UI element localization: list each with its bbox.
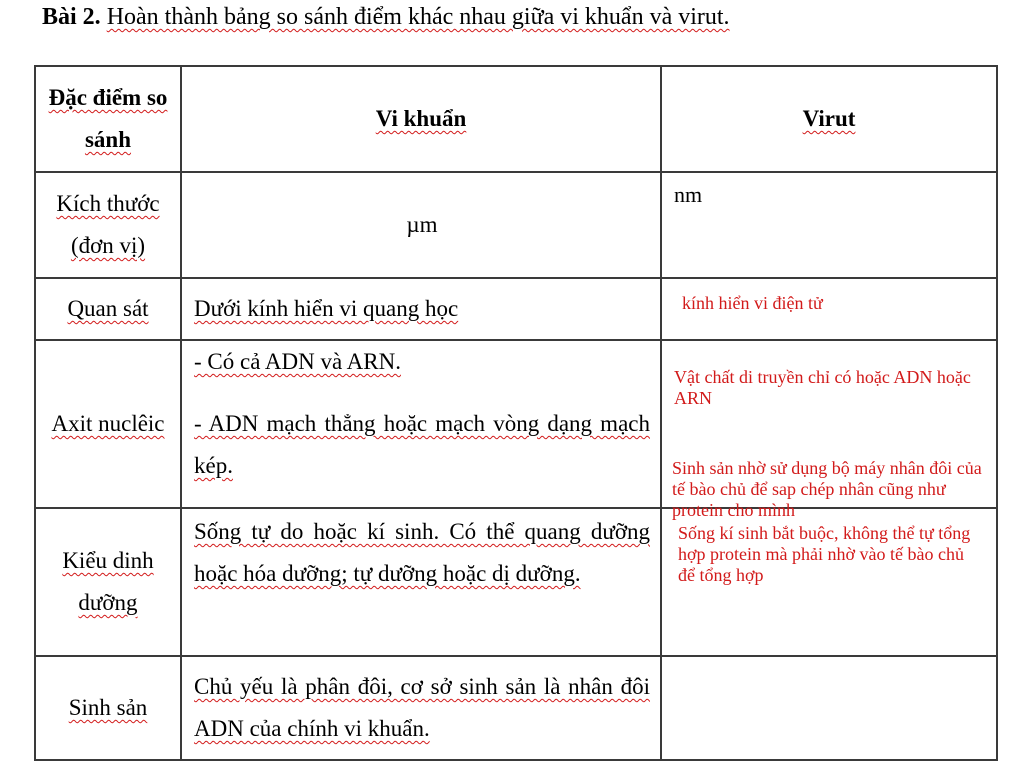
criteria-nucleic-acid: Axit nuclêic [35, 340, 181, 508]
exercise-number: Bài 2. [42, 4, 101, 30]
virus-reproduction-note: Sinh sản nhờ sử dụng bộ máy nhân đôi của tế bào chủ để sap chép nhân cũng như protein cho mình [672, 458, 982, 520]
virus-reproduction [661, 656, 997, 760]
table-row-nutrition [35, 508, 997, 656]
comparison-table [34, 65, 998, 761]
exercise-heading [42, 4, 730, 31]
criteria-size: Kích thước (đơn vị) [35, 172, 181, 278]
virus-nucleic-acid-note: Vật chất di truyền chỉ có hoặc ADN hoặc ARN [674, 367, 971, 408]
header-bacteria: Vi khuẩn [181, 66, 661, 172]
criteria-nutrition: Kiểu dinh dưỡng [35, 508, 181, 656]
table-row-size [35, 172, 997, 278]
table-row-observation [35, 278, 997, 340]
table-header-row [35, 66, 997, 172]
header-criteria: Đặc điểm so sánh [35, 66, 181, 172]
virus-nutrition-cell [661, 508, 997, 656]
virus-observation-cell [661, 278, 997, 340]
bacteria-observation: Dưới kính hiển vi quang học [181, 278, 661, 340]
bacteria-size: µm [181, 172, 661, 278]
virus-observation: kính hiển vi điện tử [682, 293, 823, 313]
bacteria-nucleic-acid-line-2: - ADN mạch thẳng hoặc mạch vòng dạng mạch kép. [194, 411, 650, 478]
bacteria-reproduction: Chủ yếu là phân đôi, cơ sở sinh sản là nhân đôi ADN của chính vi khuẩn. [181, 656, 661, 760]
bacteria-nucleic-acid-cell [181, 340, 661, 508]
criteria-observation: Quan sát [35, 278, 181, 340]
virus-size: nm [674, 182, 703, 207]
bacteria-nucleic-acid-line-1: - Có cả ADN và ARN. [194, 349, 401, 374]
exercise-instruction: Hoàn thành bảng so sánh điểm khác nhau giữa vi khuẩn và virut. [106, 4, 730, 30]
criteria-reproduction: Sinh sản [35, 656, 181, 760]
bacteria-nutrition: Sống tự do hoặc kí sinh. Có thể quang dưỡng hoặc hóa dưỡng; tự dưỡng hoặc dị dưỡng. [181, 508, 661, 656]
virus-size-cell [661, 172, 997, 278]
table-row-reproduction [35, 656, 997, 760]
header-virus: Virut [661, 66, 997, 172]
virus-nutrition: Sống kí sinh bắt buộc, không thể tự tổng hợp protein mà phải nhờ vào tế bào chủ để tổng hợp [678, 523, 971, 585]
table-row-nucleic-acid [35, 340, 997, 508]
virus-nucleic-acid-cell [661, 340, 997, 520]
